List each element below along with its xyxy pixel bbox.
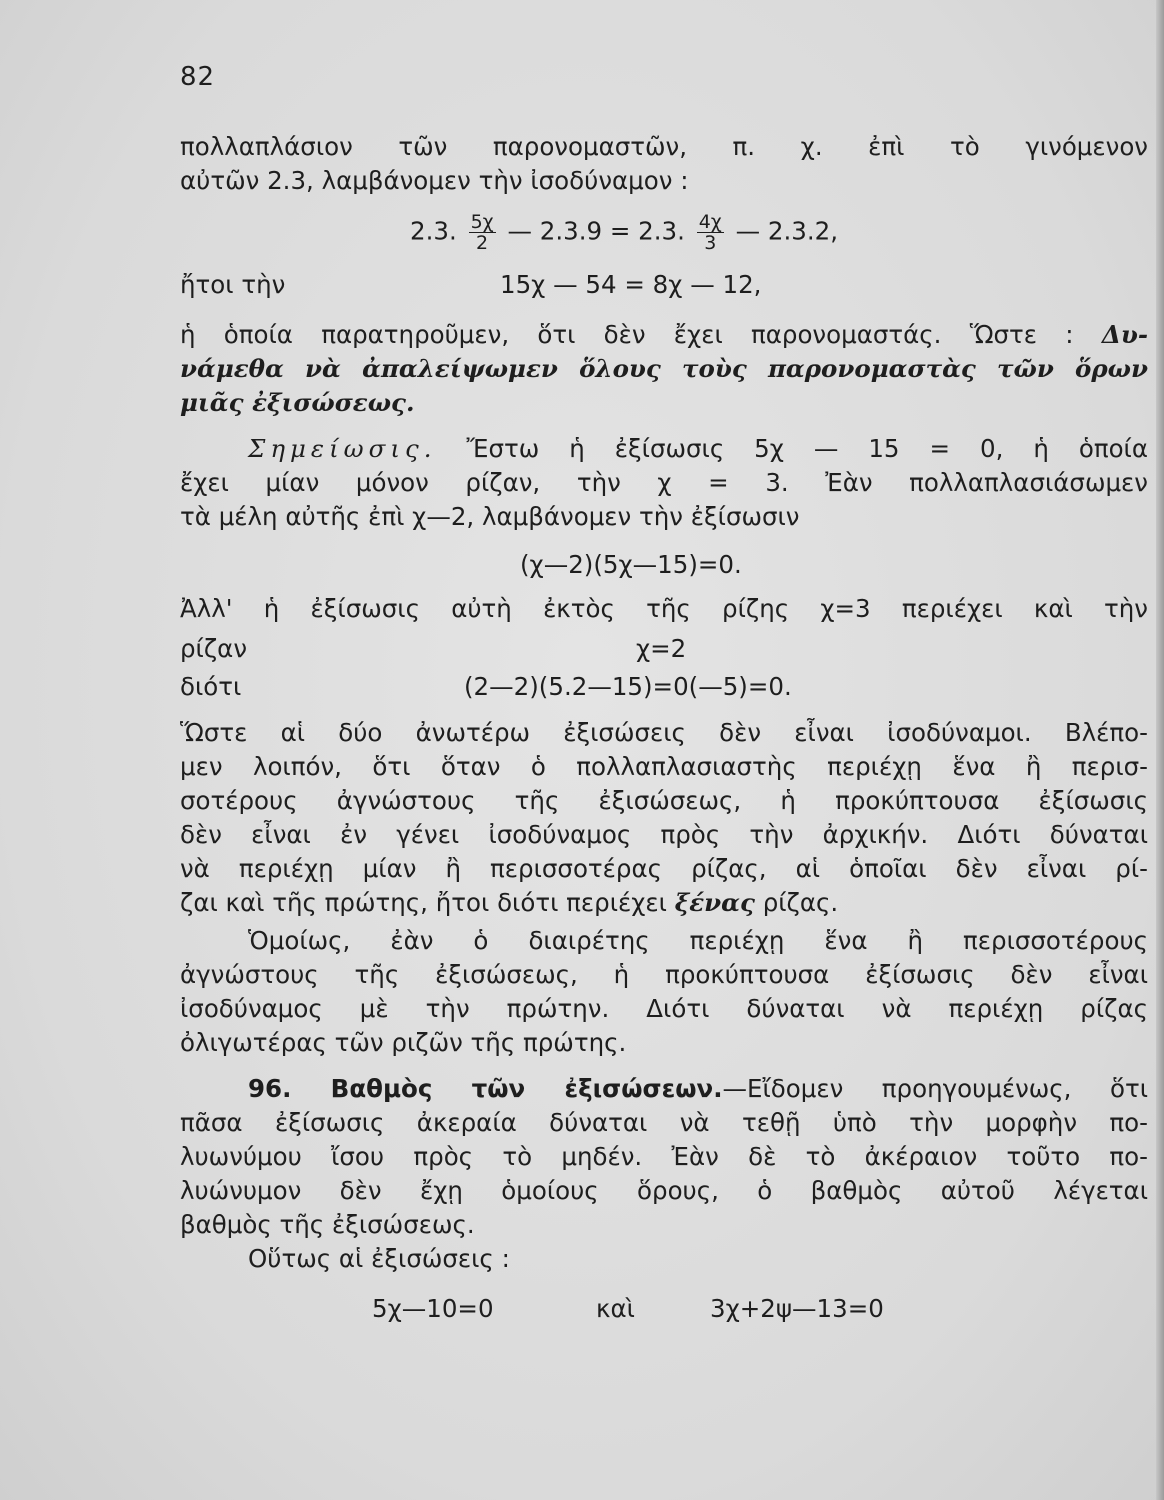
text-line: Ἀλλ' ἡ ἐξίσωσις αὐτὴ ἐκτὸς τῆς ρίζης χ=3 περιέχει καὶ τὴν xyxy=(180,594,1148,623)
text-span: —Εἴδομεν προηγουμένως, ὅτι xyxy=(722,1074,1148,1103)
text-span: ρίζας. xyxy=(762,888,839,917)
text-line xyxy=(180,886,1148,920)
equation-label: ἤτοι τὴν xyxy=(180,270,286,299)
equation: 3χ+2ψ—13=0 xyxy=(710,1294,884,1323)
text-line: σοτέρους ἀγνώστους τῆς ἐξισώσεως, ἡ προκύπτουσα ἐξίσωσις xyxy=(180,786,1148,815)
fraction-numerator: 4χ xyxy=(698,211,722,233)
text-line: ἔχει μίαν μόνον ρίζαν, τὴν χ = 3. Ἐὰν πολλαπλασιάσωμεν xyxy=(180,468,1148,497)
text-line xyxy=(180,318,1148,352)
text-line: Ὁμοίως, ἐὰν ὁ διαιρέτης περιέχῃ ἕνα ἢ περισσοτέρους xyxy=(248,926,1148,955)
emphasis-line: νάμεθα νὰ ἀπαλείψωμεν ὅλους τοὺς παρονομαστὰς τῶν ὅρων xyxy=(180,354,1148,383)
section-heading: 96. Βαθμὸς τῶν ἐξισώσεων. xyxy=(248,1074,723,1103)
page-number: 82 xyxy=(180,62,216,92)
equation: χ=2 xyxy=(636,634,687,663)
equation-part: — 2.3.2, xyxy=(735,216,839,246)
emphasis-text: Δυ- xyxy=(1101,320,1148,349)
text-line: Οὕτως αἱ ἐξισώσεις : xyxy=(248,1244,510,1273)
text-line: πᾶσα ἐξίσωσις ἀκεραία δύναται νὰ τεθῇ ὑπὸ τὴν μορφὴν πο- xyxy=(180,1108,1148,1137)
fraction xyxy=(697,212,724,253)
text-line: μεν λοιπόν, ὅτι ὅταν ὁ πολλαπλασιαστὴς περιέχῃ ἕνα ἢ περισ- xyxy=(180,752,1148,781)
text-line: βαθμὸς τῆς ἐξισώσεως. xyxy=(180,1210,475,1239)
text-line: ἰσοδύναμος μὲ τὴν πρώτην. Διότι δύναται νὰ περιέχῃ ρίζας xyxy=(180,994,1148,1023)
fraction xyxy=(469,212,496,253)
equation-part: 2.3. xyxy=(410,216,457,246)
fraction-numerator: 5χ xyxy=(470,211,494,233)
text-line xyxy=(248,432,1148,466)
emphasis-line: μιᾶς ἐξισώσεως. xyxy=(180,388,415,417)
equation-part: — 2.3.9 = 2.3. xyxy=(507,216,685,246)
equation: (2—2)(5.2—15)=0(—5)=0. xyxy=(464,672,792,701)
text-span: Ἔστω ἡ ἐξίσωσις 5χ — 15 = 0, ἡ ὁποία xyxy=(466,434,1148,463)
equation: (χ—2)(5χ—15)=0. xyxy=(520,550,742,579)
emphasis-text: ξένας xyxy=(674,888,755,917)
text-line: λυώνυμον δὲν ἔχῃ ὁμοίους ὅρους, ὁ βαθμὸς αὐτοῦ λέγεται xyxy=(180,1176,1148,1205)
text-line: ὀλιγωτέρας τῶν ριζῶν τῆς πρώτης. xyxy=(180,1028,627,1057)
text-span: ζαι καὶ τῆς πρώτης, ἤτοι διότι περιέχει xyxy=(180,888,667,917)
equation-fractions xyxy=(410,212,838,253)
equation: 5χ—10=0 xyxy=(372,1294,494,1323)
equation-label: ρίζαν xyxy=(180,634,248,663)
note-label: Σημείωσις. xyxy=(248,434,437,463)
equation-label: διότι xyxy=(180,672,242,701)
text-line: αὐτῶν 2.3, λαμβάνομεν τὴν ἰσοδύναμον : xyxy=(180,166,689,195)
text-line: τὰ μέλη αὐτῆς ἐπὶ χ—2, λαμβάνομεν τὴν ἐξίσωσιν xyxy=(180,502,800,531)
text-line: νὰ περιέχῃ μίαν ἢ περισσοτέρας ρίζας, αἱ ὁποῖαι δὲν εἶναι ρί- xyxy=(180,854,1148,883)
text-line: Ὥστε αἱ δύο ἀνωτέρω ἐξισώσεις δὲν εἶναι ἰσοδύναμοι. Βλέπο- xyxy=(180,718,1148,747)
text-line: δὲν εἶναι ἐν γένει ἰσοδύναμος πρὸς τὴν ἀρχικήν. Διότι δύναται xyxy=(180,820,1148,849)
equation: 15χ — 54 = 8χ — 12, xyxy=(500,270,762,299)
text-span: ἡ ὁποία παρατηροῦμεν, ὅτι δὲν ἔχει παρονομαστάς. Ὥστε : xyxy=(180,320,1074,349)
fraction-denominator: 2 xyxy=(476,232,489,254)
section-line xyxy=(248,1072,1148,1106)
text-line: ἀγνώστους τῆς ἐξισώσεως, ἡ προκύπτουσα ἐξίσωσις δὲν εἶναι xyxy=(180,960,1148,989)
text-line: λυωνύμου ἴσου πρὸς τὸ μηδέν. Ἐὰν δὲ τὸ ἀκέραιον τοῦτο πο- xyxy=(180,1142,1148,1171)
fraction-denominator: 3 xyxy=(704,232,717,254)
text-line: πολλαπλάσιον τῶν παρονομαστῶν, π. χ. ἐπὶ τὸ γινόμενον xyxy=(180,132,1148,161)
equation-conjunction: καὶ xyxy=(596,1294,635,1323)
